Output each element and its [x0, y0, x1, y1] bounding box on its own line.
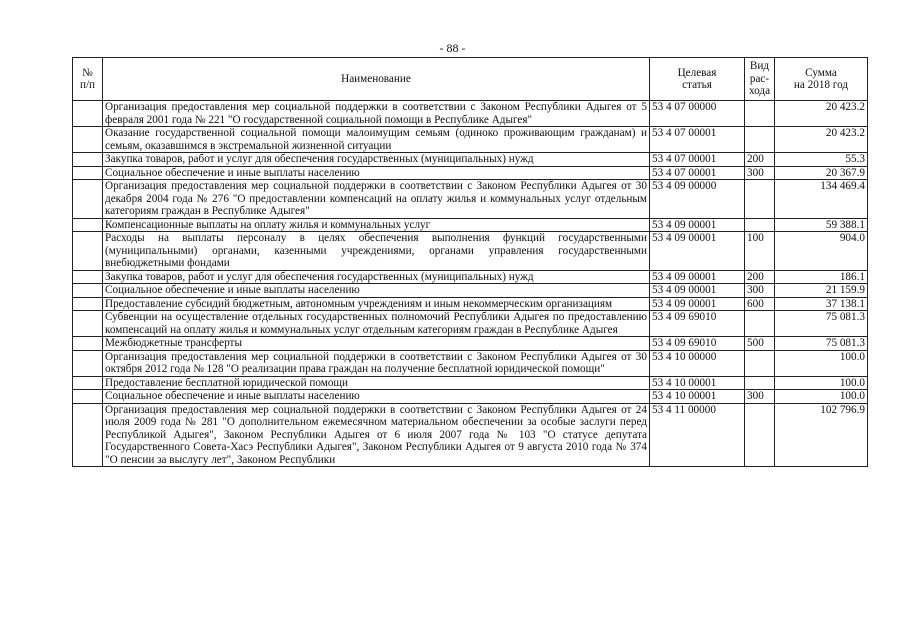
row-sum-cell: 20 423.2: [775, 127, 868, 153]
row-vid-cell: [745, 376, 775, 390]
row-code-cell: 53 4 09 00001: [650, 297, 745, 311]
row-vid-cell: [745, 101, 775, 127]
header-code: Целевая статья: [650, 58, 745, 101]
row-name-cell: Социальное обеспечение и иные выплаты населению: [103, 390, 650, 404]
row-code-cell: 53 4 09 69010: [650, 337, 745, 351]
row-num-cell: [73, 350, 103, 376]
row-sum-cell: 186.1: [775, 270, 868, 284]
row-name-cell: Межбюджетные трансферты: [103, 337, 650, 351]
row-name-cell: Закупка товаров, работ и услуг для обеспечения государственных (муниципальных) нужд: [103, 270, 650, 284]
row-sum-cell: 100.0: [775, 390, 868, 404]
row-sum-cell: 20 367.9: [775, 166, 868, 180]
row-name-cell: Социальное обеспечение и иные выплаты населению: [103, 166, 650, 180]
table-row: [73, 376, 868, 390]
table-row: [73, 337, 868, 351]
row-num-cell: [73, 101, 103, 127]
row-vid-cell: [745, 180, 775, 219]
row-num-cell: [73, 311, 103, 337]
header-num: № п/п: [73, 58, 103, 101]
row-sum-cell: 59 388.1: [775, 218, 868, 232]
page-number: - 88 -: [439, 41, 466, 55]
row-num-cell: [73, 337, 103, 351]
budget-table: [72, 57, 868, 467]
row-num-cell: [73, 403, 103, 467]
row-num-cell: [73, 153, 103, 167]
table-row: [73, 311, 868, 337]
row-vid-cell: 600: [745, 297, 775, 311]
row-sum-cell: 100.0: [775, 376, 868, 390]
row-name-cell: Закупка товаров, работ и услуг для обеспечения государственных (муниципальных) нужд: [103, 153, 650, 167]
table-header-row: [73, 58, 868, 101]
row-name-cell: Расходы на выплаты персоналу в целях обеспечения выполнения функций государственными (муниципальными) органами, казенными учреждениями, органами управления государственными внебюджетными фондами: [103, 232, 650, 271]
row-name-cell: Субвенции на осуществление отдельных государственных полномочий Республики Адыгея по предоставлению компенсаций на оплату жилья и коммунальных услуг отдельным категориям граждан в Республике Адыгея: [103, 311, 650, 337]
row-num-cell: [73, 218, 103, 232]
row-code-cell: 53 4 07 00001: [650, 153, 745, 167]
row-num-cell: [73, 376, 103, 390]
row-vid-cell: 200: [745, 153, 775, 167]
table-row: [73, 390, 868, 404]
table-row: [73, 350, 868, 376]
table-row: [73, 270, 868, 284]
row-sum-cell: 102 796.9: [775, 403, 868, 467]
row-sum-cell: 134 469.4: [775, 180, 868, 219]
table-row: [73, 127, 868, 153]
header-vid: Вид рас- хода: [745, 58, 775, 101]
row-num-cell: [73, 232, 103, 271]
row-sum-cell: 100.0: [775, 350, 868, 376]
row-vid-cell: [745, 218, 775, 232]
row-code-cell: 53 4 07 00001: [650, 166, 745, 180]
table-row: [73, 232, 868, 271]
row-vid-cell: [745, 311, 775, 337]
row-code-cell: 53 4 10 00001: [650, 376, 745, 390]
row-name-cell: Организация предоставления мер социальной поддержки в соответствии с Законом Республики Адыгея от 30 октября 2012 года № 128 "О реализации права граждан на получение бесплатной юридической помощи": [103, 350, 650, 376]
row-name-cell: Предоставление бесплатной юридической помощи: [103, 376, 650, 390]
row-vid-cell: [745, 127, 775, 153]
row-name-cell: Оказание государственной социальной помощи малоимущим семьям (одиноко проживающим гражданам) и семьям, оказавшимся в экстремальной жизненной ситуации: [103, 127, 650, 153]
row-name-cell: Организация предоставления мер социальной поддержки в соответствии с Законом Республики Адыгея от 5 февраля 2001 года № 221 "О государственной социальной помощи в Республике Адыгея": [103, 101, 650, 127]
table-row: [73, 284, 868, 298]
row-code-cell: 53 4 09 00001: [650, 218, 745, 232]
row-vid-cell: [745, 403, 775, 467]
row-code-cell: 53 4 09 00001: [650, 232, 745, 271]
row-num-cell: [73, 390, 103, 404]
row-vid-cell: [745, 350, 775, 376]
row-code-cell: 53 4 10 00000: [650, 350, 745, 376]
row-num-cell: [73, 284, 103, 298]
row-code-cell: 53 4 09 00000: [650, 180, 745, 219]
row-sum-cell: 55.3: [775, 153, 868, 167]
row-code-cell: 53 4 09 00001: [650, 284, 745, 298]
header-name: Наименование: [103, 58, 650, 101]
row-sum-cell: 20 423.2: [775, 101, 868, 127]
row-sum-cell: 75 081.3: [775, 337, 868, 351]
row-name-cell: Организация предоставления мер социальной поддержки в соответствии с Законом Республики Адыгея от 30 декабря 2004 года № 276 "О предоставлении компенсаций на оплату жилья и коммунальных услуг отдельным категориям граждан в Республике Адыгея": [103, 180, 650, 219]
table-row: [73, 403, 868, 467]
row-sum-cell: 37 138.1: [775, 297, 868, 311]
row-num-cell: [73, 297, 103, 311]
table-row: [73, 166, 868, 180]
row-vid-cell: 200: [745, 270, 775, 284]
row-sum-cell: 21 159.9: [775, 284, 868, 298]
table-row: [73, 218, 868, 232]
row-name-cell: Социальное обеспечение и иные выплаты населению: [103, 284, 650, 298]
table-row: [73, 101, 868, 127]
row-vid-cell: 300: [745, 284, 775, 298]
row-code-cell: 53 4 10 00001: [650, 390, 745, 404]
row-name-cell: Организация предоставления мер социальной поддержки в соответствии с Законом Республики Адыгея от 24 июля 2009 года № 281 "О дополнительном ежемесячном материальном обеспечении за особые заслуги перед Республикой Адыгея", Законом Республики Адыгея от 6 июля 2007 года № 103 "О статусе депутата Государственного Совета-Хасэ Республики Адыгея", Законом Республики Адыгея от 9 августа 2010 года № 374 "О пенсии за выслугу лет", Законом Республики: [103, 403, 650, 467]
row-code-cell: 53 4 07 00001: [650, 127, 745, 153]
row-sum-cell: 75 081.3: [775, 311, 868, 337]
row-num-cell: [73, 270, 103, 284]
row-vid-cell: 100: [745, 232, 775, 271]
row-num-cell: [73, 166, 103, 180]
table-row: [73, 297, 868, 311]
row-vid-cell: 300: [745, 166, 775, 180]
table-row: [73, 153, 868, 167]
table-row: [73, 180, 868, 219]
row-code-cell: 53 4 09 00001: [650, 270, 745, 284]
header-sum: Сумма на 2018 год: [775, 58, 868, 101]
row-num-cell: [73, 180, 103, 219]
row-code-cell: 53 4 11 00000: [650, 403, 745, 467]
row-sum-cell: 904.0: [775, 232, 868, 271]
row-code-cell: 53 4 07 00000: [650, 101, 745, 127]
row-vid-cell: 300: [745, 390, 775, 404]
row-num-cell: [73, 127, 103, 153]
row-code-cell: 53 4 09 69010: [650, 311, 745, 337]
row-name-cell: Компенсационные выплаты на оплату жилья и коммунальных услуг: [103, 218, 650, 232]
row-vid-cell: 500: [745, 337, 775, 351]
row-name-cell: Предоставление субсидий бюджетным, автономным учреждениям и иным некоммерческим организациям: [103, 297, 650, 311]
